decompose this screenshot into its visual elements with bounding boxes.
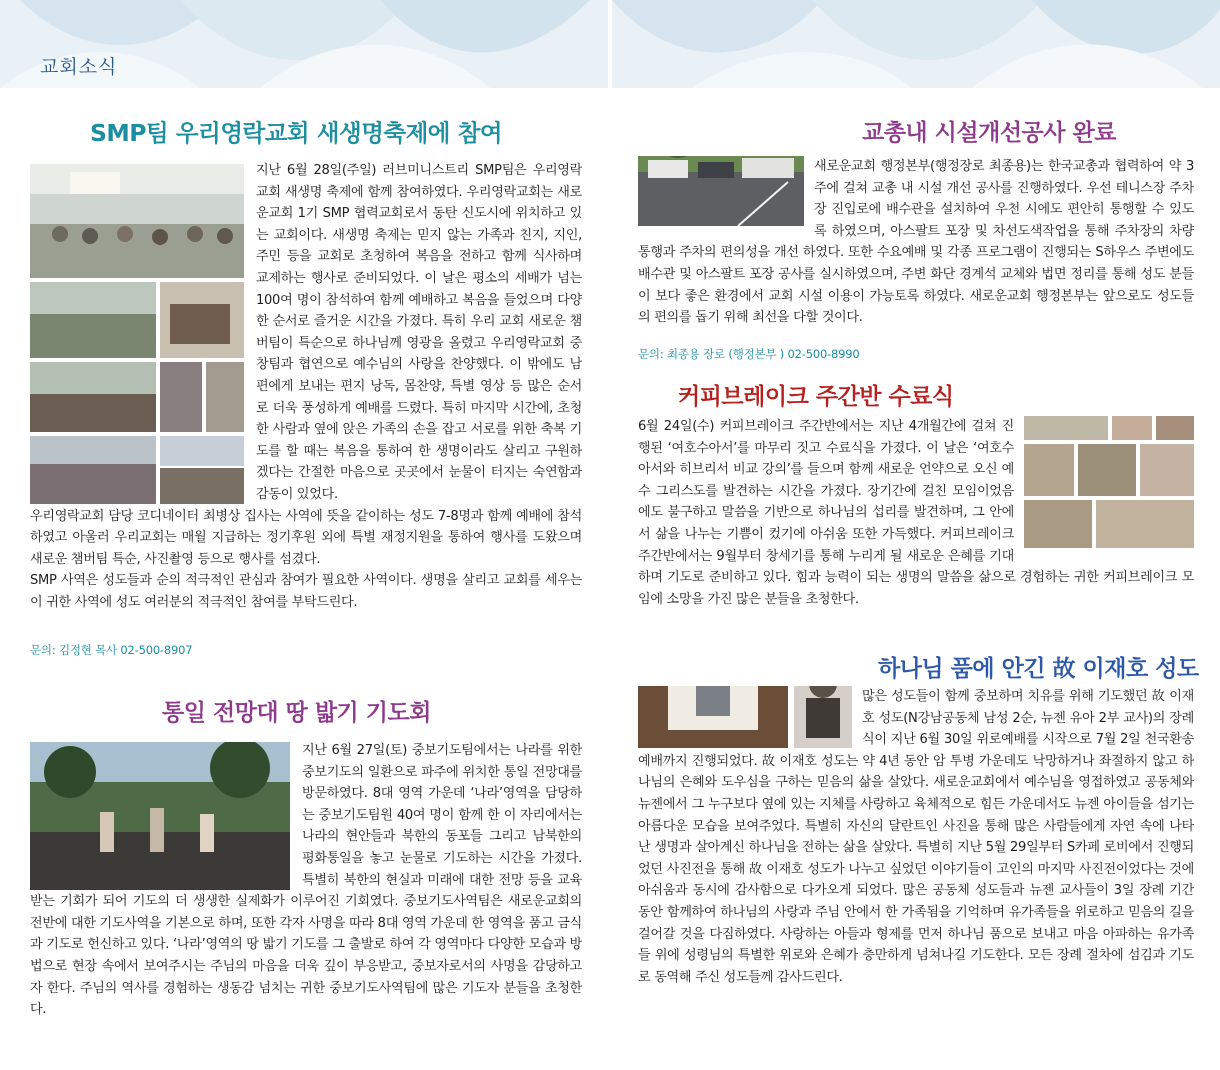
article-title-prayer: 통일 전망대 땅 밟기 기도회 — [162, 700, 431, 726]
header-banner-right — [612, 0, 1220, 88]
article-title-facility: 교총내 시설개선공사 완료 — [862, 120, 1116, 146]
contact-facility: 문의: 최종용 장로 (행정본부 ) 02-500-8990 — [638, 347, 860, 361]
article-body-memorial: 많은 성도들이 함께 중보하며 치유를 위해 기도했던 故 이재호 성도(N강남공동체 남성 2순, 뉴젠 유아 2부 교사)의 장례식이 지난 6월 30일 위로예배를 시작으로 7월 2일 천국환송예배까지 진행되었다. 故 이재호 성도는 약 4년 동안 암 투병 가운데도 낙망하거나 좌절하지 않고 하나님의 은혜와 도우심을 구하는 믿음의 삶을 살았다. 새로운교회에서 예수님을 영접하였고 공동체와 뉴젠에서 그 누구보다 옆에 있는 지체를 사랑하고 육체적으로 힘든 가운데서도 뉴젠 아이들을 섬기는 아름다운 모습을 보여주었다. 특별히 자신의 달란트인 사진을 통해 많은 사람들에게 자연 속에 나타난 생명과 살아계신 하나님을 전하는 삶을 살았다. 특별히 지난 5월 29일부터 S카페 로비에서 진행되었던 사진전을 통해 故 이재호 성도가 나누고 싶었던 이야기들이 고인의 마지막 사진전이었다는 것에 아쉬움과 동시에 감사함으로 다가오게 되었다. 많은 공동체 성도들과 뉴젠 교사들이 3일 장례 기간 동안 함께하여 하나님의 사랑과 주님 안에서 한 가족됨을 기억하며 유가족들을 위로하고 믿음의 길을 걸어갈 것을 다짐하였다. 사랑하는 아들과 형제를 먼저 하나님 품으로 보내고 마음 아파하는 유가족들 위에 성령님의 특별한 위로와 은혜가 충만하게 넘쳐나길 기도한다. 모든 장례 절차에 섬김과 기도로 동역해 주신 성도들께 감사드린다. — [638, 686, 1194, 1040]
left-page — [0, 0, 608, 1070]
section-label: 교회소식 — [40, 56, 118, 78]
smp-photo-collage — [30, 164, 244, 504]
article-title-coffeebreak: 커피브레이크 주간반 수료식 — [678, 384, 954, 410]
article-body-coffeebreak: 6월 24일(수) 커피브레이크 주간반에서는 지난 4개월간에 걸쳐 진행된 ‘여호수아서’를 마무리 짓고 수료식을 가졌다. 이 날은 ‘여호수아서와 히브리서 비교 강의’를 들으며 함께 새로운 언약으로 오신 예수 그리스도를 발견하는 시간을 가졌다. 장기간에 걸친 모임이었음에도 불구하고 말씀을 기반으로 하나님의 섭리를 발견하며, 그 안에서 삶을 나누는 기쁨이 컸기에 아쉬움 또한 가득했다. 커피브레이크 주간반에서는 9월부터 창세기를 통해 누리게 될 새로운 은혜를 기대하며 기도로 준비하고 있다. 힘과 능력이 되는 생명의 말씀을 삶으로 경험하는 귀한 커피브레이크 모임에 소망을 가진 많은 분들을 초청한다. — [638, 416, 1194, 628]
contact-smp: 문의: 김정현 목사 02-500-8907 — [30, 643, 193, 657]
coffeebreak-photo-collage — [1024, 416, 1194, 548]
article-title-memorial: 하나님 품에 안긴 故 이재호 성도 — [878, 656, 1199, 682]
right-page — [612, 0, 1220, 1070]
article-body-smp: 지난 6월 28일(주일) 러브미니스트리 SMP팀은 우리영락교회 새생명 축제에 함께 참여하였다. 우리영락교회는 새로운교회 1기 SMP 협력교회로서 동탄 신도시에 위치하고 있는 교회이다. 새생명 축제는 믿지 않는 가족과 친지, 지인, 주민 등을 교회로 초청하여 복음을 전하고 함께 식사하며 교제하는 행사로 준비되었다. 이 날은 평소의 세배가 넘는 100여 명이 참석하여 함께 예배하고 복음을 들었으며 다양한 순서로 즐거운 시간을 가졌다. 특히 우리 교회 새로운 챔버팀이 특순으로 하나님께 영광을 올렸고 우리영락교회 중창팀과 협연으로 예수님의 사랑을 찬양했다. 이 밖에도 남편에게 보내는 편지 낭독, 몸찬양, 특별 영상 등 많은 순서로 더욱 풍성하게 예배를 드렸다. 특히 마지막 시간에, 초청한 사람과 옆에 앉은 가족의 손을 잡고 서로를 위한 축복 기도를 할 때는 복음을 통하여 한 생명이라도 살리고 구원하겠다는 간절한 마음으로 곳곳에서 눈물이 터지는 숙연함과 감동이 있었다. 우리영락교회 담당 코디네이터 최병상 집사는 사역에 뜻을 같이하는 성도 7-8명과 함께 예배에 참석하였고 아울러 우리교회는 매월 지급하는 정기후원 외에 특별 재정지원을 통하여 행사를 도왔으며 새로운 챔버팀 특순, 사진촬영 등으로 행사를 섬겼다. SMP 사역은 성도들과 순의 적극적인 관심과 참여가 필요한 사역이다. 생명을 살리고 교회를 세우는 이 귀한 사역에 성도 여러분의 적극적인 참여를 부탁드린다. — [30, 163, 582, 610]
article-body-prayer: 지난 6월 27일(토) 중보기도팀에서는 나라를 위한 중보기도의 일환으로 파주에 위치한 통일 전망대를 방문하였다. 8대 영역 가운데 ‘나라’영역을 담당하는 중보기도팀원 40여 명이 함께 한 이 자리에서는 나라의 현안들과 북한의 동포들 그리고 남북한의 평화통일을 놓고 눈물로 기도하는 시간을 가졌다. 특별히 북한의 현실과 미래에 대한 전망 등을 교육받는 기회가 되어 기도의 더 생생한 실제화가 이루어진 기회였다. 중보기도사역팀은 새로운교회의 전반에 대한 기도사역을 기본으로 하며, 또한 각자 사명을 따라 8대 영역 가운데 한 영역을 품고 금식과 기도로 헌신하고 있다. ‘나라’영역의 땅 밟기 기도를 그 출발로 하여 각 영역마다 다양한 모습과 방법으로 현장 속에서 보여주시는 주님의 마음을 더욱 깊이 부응받고, 중보자로서의 사명을 감당하고자 한다. 주님의 역사를 경험하는 생동감 넘치는 귀한 중보기도사역팀에 많은 기도자 분들을 초청한다. — [30, 740, 582, 1045]
article-title-smp: SMP팀 우리영락교회 새생명축제에 참여 — [90, 119, 503, 147]
facility-photo — [638, 156, 804, 226]
article-body-facility: 새로운교회 행정본부(행정장로 최종용)는 한국교총과 협력하여 약 3주에 걸쳐 교총 내 시설 개선 공사를 진행하였다. 우선 테니스장 주차장 진입로에 배수관을 설치하여 우천 시에도 편안히 통행할 수 있도록 하였으며, 아스팔트 포장 및 차선도색작업을 통해 주차장의 차량 통행과 주차의 편의성을 개선 하였다. 또한 수요예배 및 각종 프로그램이 진행되는 S하우스 주변에도 배수관 및 아스팔트 포장 공사를 실시하였으며, 주변 화단 경계석 교체와 법면 정리를 통해 성도 분들이 보다 좋은 환경에서 교회 시설 이용이 가능토록 하였다. 새로운교회 행정본부는 앞으로도 성도들의 편의를 돕기 위해 최선을 다할 것이다. — [638, 156, 1194, 348]
prayer-photo — [30, 742, 290, 890]
memorial-photos — [638, 686, 852, 748]
